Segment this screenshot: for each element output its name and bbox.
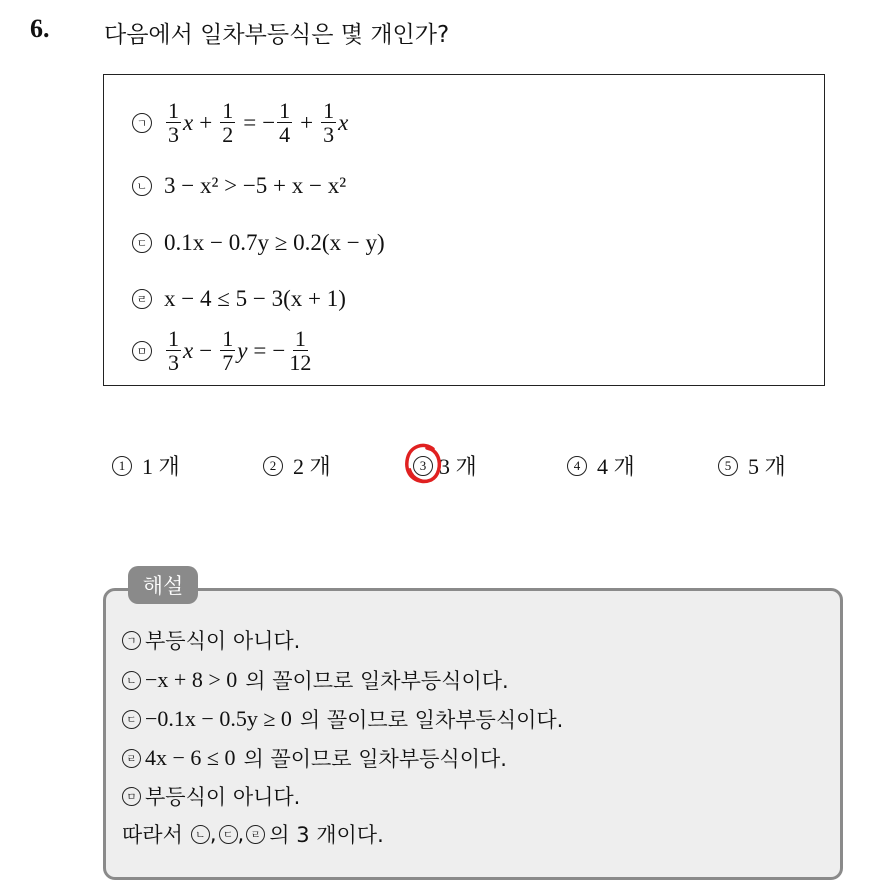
choice-3-number: 3	[413, 456, 433, 476]
question-number: 6.	[30, 14, 50, 43]
marker-nieun: ㄴ	[132, 176, 152, 196]
marker-giyeok: ㄱ	[122, 631, 141, 650]
solution-line-a: ㄱ 부등식이 아니다.	[122, 625, 300, 655]
item-c	[132, 230, 385, 256]
choice-4-number: 4	[567, 456, 587, 476]
marker-rieul: ㄹ	[246, 825, 265, 844]
selected-answer-circle-icon	[403, 441, 443, 487]
choice-2-number: 2	[263, 456, 283, 476]
solution-line-c: ㄷ −0.1x − 0.5y ≥ 0 의 꼴이므로 일차부등식이다.	[122, 704, 563, 734]
solution-line-e: ㅁ 부등식이 아니다.	[122, 781, 300, 811]
marker-rieul: ㄹ	[132, 289, 152, 309]
marker-giyeok: ㄱ	[132, 113, 152, 133]
marker-digeut: ㄷ	[122, 710, 141, 729]
item-b-equation: 3 − x² > −5 + x − x²	[164, 173, 347, 198]
marker-nieun: ㄴ	[122, 671, 141, 690]
choice-1-label: 1 개	[142, 454, 180, 479]
solution-line-b: ㄴ −x + 8 > 0 의 꼴이므로 일차부등식이다.	[122, 665, 509, 695]
marker-mieum: ㅁ	[132, 341, 152, 361]
choice-4-label: 4 개	[597, 454, 635, 479]
choice-2[interactable]	[263, 450, 331, 481]
choice-1-number: 1	[112, 456, 132, 476]
marker-nieun: ㄴ	[191, 825, 210, 844]
solution-box	[103, 588, 843, 880]
marker-mieum: ㅁ	[122, 787, 141, 806]
item-e-equation: $\frac{1}{3}$ x − $\frac{1}{7}$ y = − $\frac{1}{12}$	[168, 326, 312, 376]
choice-4[interactable]	[567, 450, 635, 481]
item-b	[132, 173, 346, 199]
solution-line-d: ㄹ 4x − 6 ≤ 0 의 꼴이므로 일차부등식이다.	[122, 743, 507, 773]
item-a	[132, 99, 348, 146]
item-d-equation: x − 4 ≤ 5 − 3(x + 1)	[164, 286, 346, 311]
marker-digeut: ㄷ	[219, 825, 238, 844]
marker-rieul: ㄹ	[122, 749, 141, 768]
choice-3-label: 3 개	[439, 454, 477, 479]
item-a-equation: $\frac{1}{3}$ x + $\frac{1}{2}$ = − $\frac{1}{4}$ + $\frac{1}{3}$ x	[168, 98, 349, 148]
conditions-box	[103, 74, 825, 386]
solution-conclusion: 따라서 ㄴ , ㄷ , ㄹ 의 3 개이다.	[122, 822, 384, 847]
item-d	[132, 286, 346, 312]
choice-5-label: 5 개	[748, 454, 786, 479]
choice-5[interactable]	[718, 450, 786, 481]
question-text: 다음에서 일차부등식은 몇 개인가?	[104, 22, 450, 48]
item-e	[132, 327, 315, 374]
choice-2-label: 2 개	[293, 454, 331, 479]
item-c-equation: 0.1x − 0.7y ≥ 0.2(x − y)	[164, 230, 385, 255]
choice-5-number: 5	[718, 456, 738, 476]
solution-title: 해설	[128, 566, 198, 604]
choice-1[interactable]	[112, 450, 180, 481]
marker-digeut: ㄷ	[132, 233, 152, 253]
